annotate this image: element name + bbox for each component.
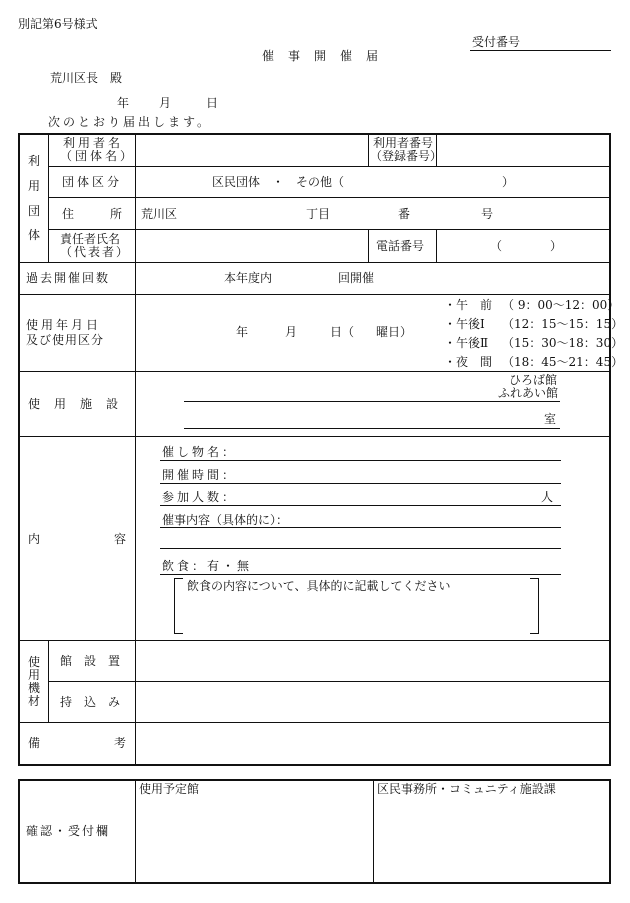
content-label-right: 容 (114, 532, 127, 546)
phone-field[interactable]: （ ） (490, 239, 563, 253)
usage-date-label: 使用年月日 (26, 318, 102, 332)
facility-fureai[interactable]: ふれあい館 (498, 386, 559, 400)
room-label: 室 (544, 412, 557, 426)
slot-evening-time: （18：45〜21：45） (502, 355, 624, 369)
form-title: 催 事 開 催 届 (262, 49, 380, 63)
usage-day: 日（ (330, 325, 355, 339)
remarks-field[interactable] (137, 724, 609, 764)
usage-slot-label: 及び使用区分 (26, 333, 105, 347)
equipment-building-field[interactable] (137, 642, 609, 680)
participants-label: 参加人数： (162, 490, 238, 504)
food-note-bracket-right (530, 578, 539, 634)
user-group-label-4: 体 (28, 228, 41, 242)
group-category-label: 団体区分 (62, 175, 123, 189)
food-note-field[interactable] (184, 596, 528, 630)
times-held-text[interactable]: 回開催 (338, 271, 375, 285)
office-label: 区民事務所・コミュニティ施設課 (377, 782, 556, 796)
user-number-label: 利用者番号 (373, 136, 434, 150)
event-time-field[interactable] (160, 483, 561, 484)
usage-month: 月 (285, 325, 298, 339)
event-time-label: 開催時間： (162, 468, 238, 482)
equipment-label-1: 使 (28, 655, 41, 669)
slot-evening[interactable]: ・夜 間 (444, 355, 493, 369)
user-group-label-3: 団 (28, 204, 41, 218)
group-category-options[interactable]: 区民団体 ・ その他（ (212, 175, 345, 189)
slot-morning[interactable]: ・午 前 (444, 298, 493, 312)
event-details-label: 催事内容（具体的に）： (162, 513, 289, 527)
facility-name-line[interactable] (184, 401, 560, 402)
remarks-label-left: 備 (28, 736, 41, 750)
address-chome: 丁目 (306, 207, 331, 221)
usage-weekday: 曜日） (376, 325, 413, 339)
date-month: 月 (159, 96, 172, 110)
food-label[interactable]: 飲食：有・無 (162, 559, 253, 573)
slot-afternoon-1-time: （12：15〜15：15） (502, 317, 624, 331)
user-name-field[interactable] (137, 135, 366, 165)
user-group-label-1: 利 (28, 154, 41, 168)
address-go: 号 (481, 207, 494, 221)
phone-label: 電話番号 (376, 239, 425, 253)
addressee: 荒川区長 殿 (50, 71, 123, 85)
equipment-label-4: 材 (28, 694, 41, 708)
room-name-line[interactable] (184, 428, 560, 429)
content-label-left: 内 (28, 532, 41, 546)
intro-text: 次のとおり届出します。 (48, 115, 213, 129)
date-year: 年 (117, 96, 130, 110)
equipment-building-label: 館 設 置 (60, 654, 121, 668)
equipment-bring-label: 持 込 み (60, 695, 121, 709)
participants-field[interactable] (160, 505, 561, 506)
event-name-label: 催し物名： (162, 445, 238, 459)
representative-sub-label: （代表者） (60, 245, 131, 259)
event-details-field[interactable] (160, 527, 561, 528)
participants-unit: 人 (541, 490, 554, 504)
receipt-number-field[interactable] (470, 50, 611, 51)
equipment-bring-field[interactable] (137, 683, 609, 721)
food-note-bracket-left (174, 578, 183, 634)
planned-building-label: 使用予定館 (139, 782, 200, 796)
user-number-field[interactable] (438, 135, 608, 165)
address-ward: 荒川区 (141, 207, 178, 221)
receipt-number-label: 受付番号 (472, 35, 521, 49)
representative-label: 責任者氏名 (60, 232, 121, 246)
past-count-label: 過去開催回数 (26, 271, 111, 285)
user-group-label-2: 用 (28, 179, 41, 193)
facility-label: 使用施設 (28, 397, 133, 411)
remarks-label-right: 考 (114, 736, 127, 750)
representative-field[interactable] (137, 231, 366, 261)
registration-number-label: （登録番号） (370, 149, 443, 163)
form-number: 別記第6号様式 (18, 17, 98, 31)
user-name-label: 利用者名 (63, 136, 124, 150)
facility-hiroba[interactable]: ひろば館 (509, 373, 558, 387)
slot-afternoon-2[interactable]: ・午後Ⅱ (444, 336, 489, 350)
group-name-label: （団体名） (60, 149, 136, 163)
food-note-text: 飲食の内容について、具体的に記載してください (187, 579, 451, 593)
slot-morning-time: （ 9：00〜12：00） (502, 298, 620, 312)
equipment-label-3: 機 (28, 681, 41, 695)
slot-afternoon-2-time: （15：30〜18：30） (502, 336, 624, 350)
usage-year: 年 (236, 325, 249, 339)
address-label: 住 所 (62, 207, 123, 221)
address-ban: 番 (398, 207, 411, 221)
equipment-label-2: 用 (28, 668, 41, 682)
date-day: 日 (206, 96, 219, 110)
confirmation-label: 確認・受付欄 (26, 824, 111, 838)
category-close-paren: ） (502, 175, 515, 189)
this-year-text: 本年度内 (224, 271, 273, 285)
event-name-field[interactable] (160, 460, 561, 461)
slot-afternoon-1[interactable]: ・午後Ⅰ (444, 317, 485, 331)
